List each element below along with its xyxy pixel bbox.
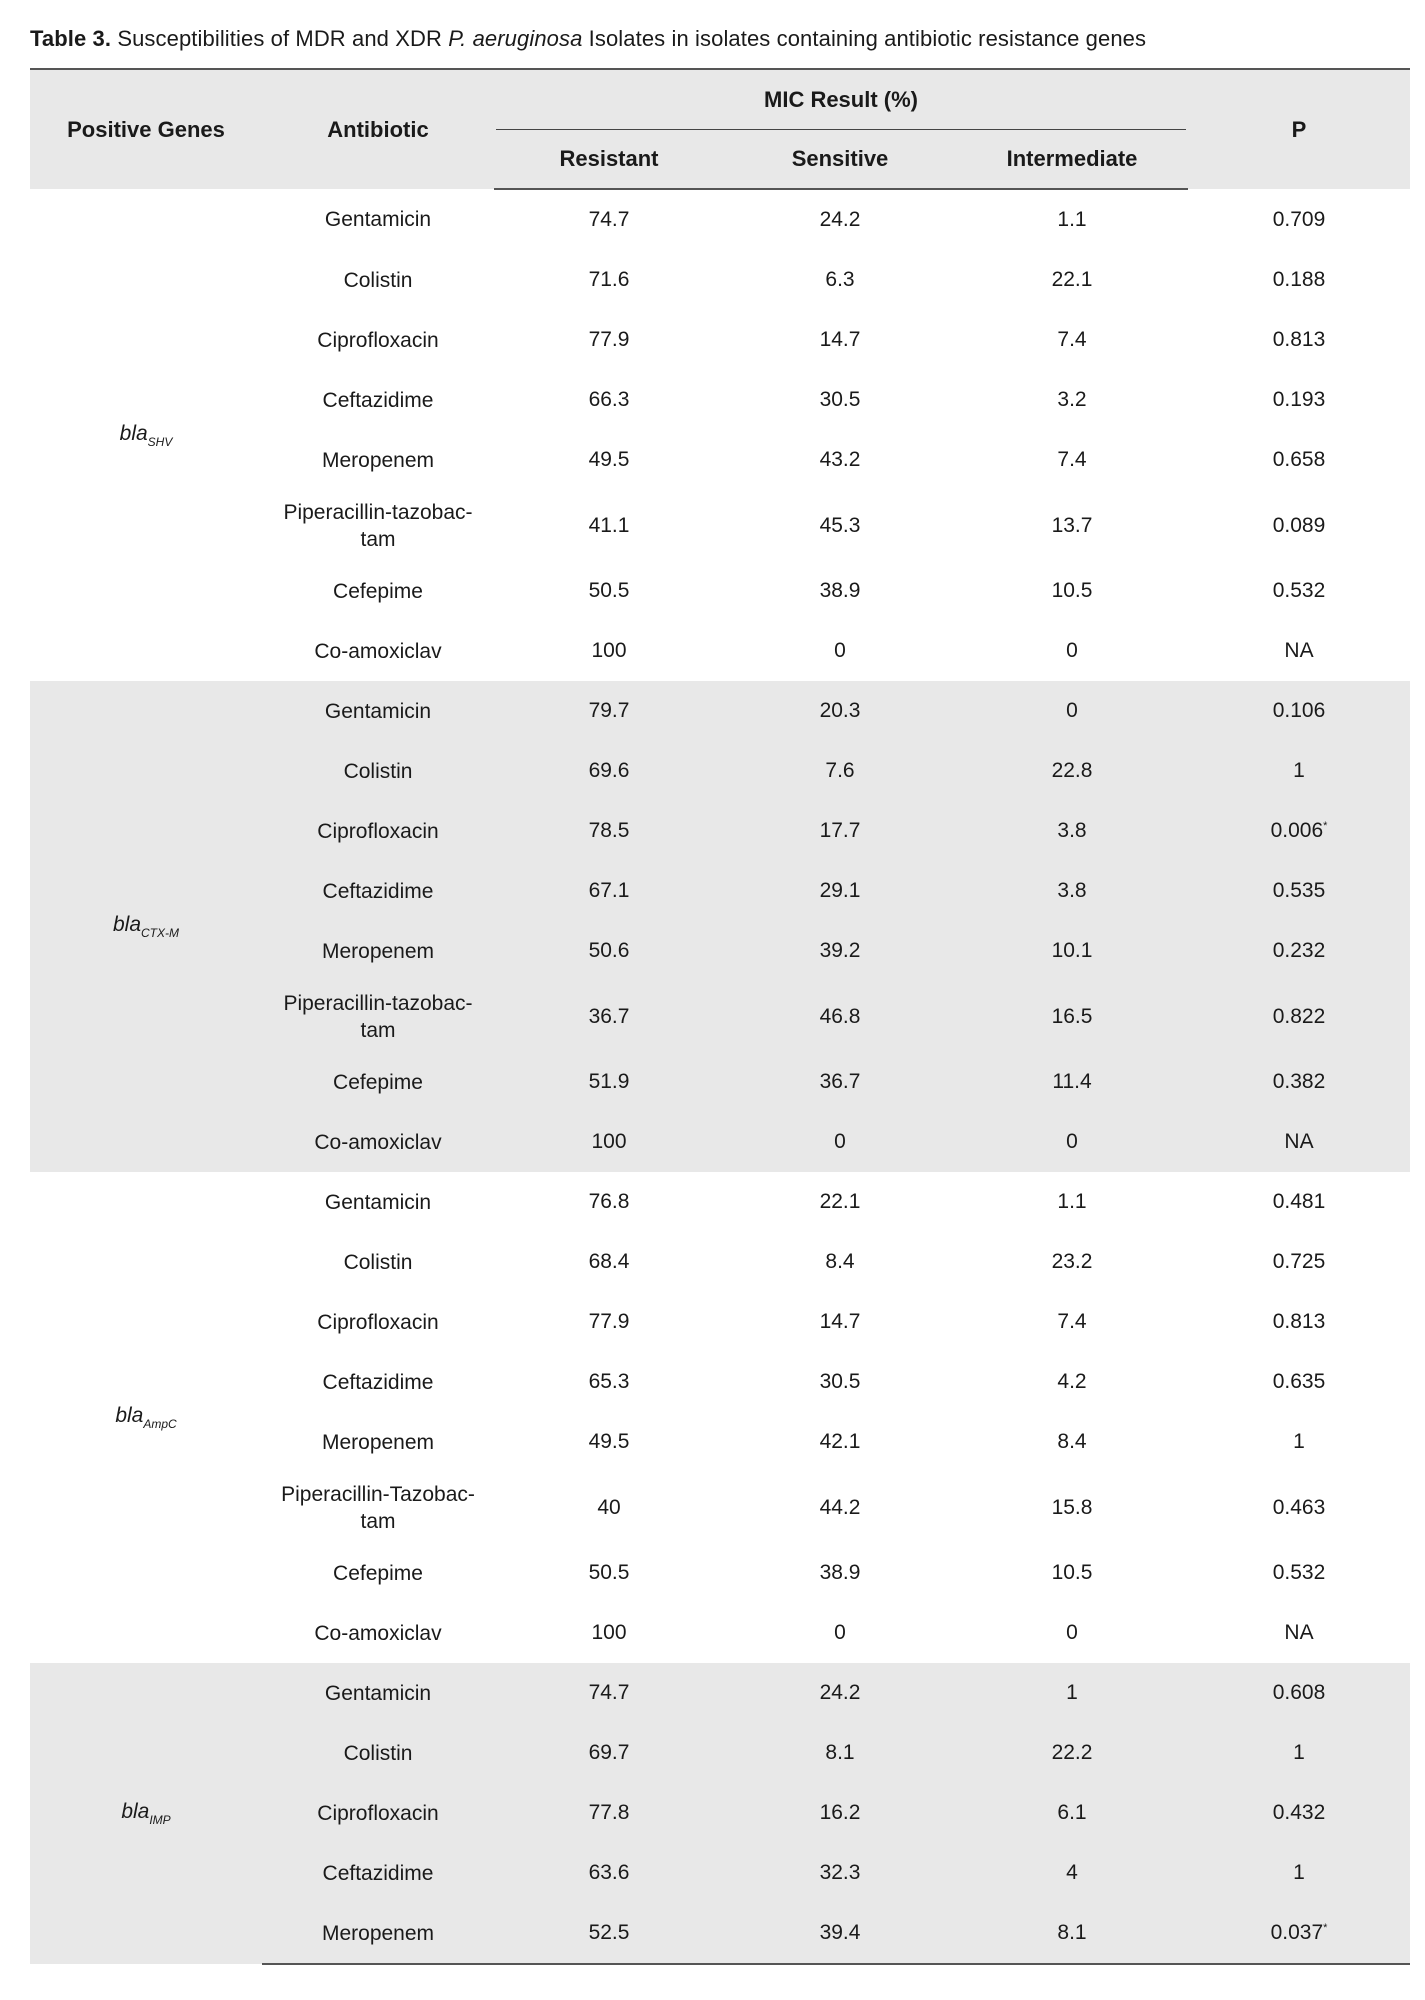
intermediate-value: 4	[956, 1843, 1188, 1903]
p-value-cell	[1188, 801, 1410, 861]
antibiotic-name: Ciprofloxacin	[317, 1801, 439, 1825]
p-value-cell	[1188, 490, 1410, 561]
p-value-cell	[1188, 1543, 1410, 1603]
p-value: 0.608	[1272, 1681, 1326, 1704]
intermediate-value: 8.4	[1057, 1430, 1087, 1453]
resistant-value: 49.5	[588, 448, 630, 471]
p-value-cell	[1188, 250, 1410, 310]
p-value: 1	[1293, 1861, 1305, 1884]
antibiotic-name: Ciprofloxacin	[317, 819, 439, 843]
antibiotic-name: Co-amoxiclav	[314, 1621, 442, 1645]
resistant-value: 78.5	[494, 801, 724, 861]
sensitive-value: 7.6	[724, 741, 956, 801]
intermediate-value: 13.7	[1051, 513, 1093, 537]
intermediate-value: 0	[1066, 639, 1078, 662]
resistant-value: 100	[494, 1112, 724, 1172]
intermediate-value: 11.4	[956, 1052, 1188, 1112]
intermediate-value: 7.4	[1057, 1310, 1087, 1333]
sensitive-value: 42.1	[819, 1430, 861, 1453]
antibiotic-name: Meropenem	[321, 1921, 435, 1945]
resistant-value: 52.5	[494, 1903, 724, 1964]
resistant-value: 79.7	[494, 681, 724, 741]
antibiotic-name: Colistin	[343, 1741, 413, 1765]
p-value-cell	[1188, 1843, 1410, 1903]
sensitive-value: 24.2	[724, 1663, 956, 1723]
sensitive-value: 14.7	[819, 328, 861, 351]
antibiotic-name: Piperacillin-tazobac-	[283, 500, 473, 524]
antibiotic-cell	[262, 741, 494, 801]
sensitive-value: 17.7	[724, 801, 956, 861]
header-mic-result	[494, 69, 1188, 130]
resistant-value: 50.5	[588, 1561, 630, 1584]
p-value-cell	[1188, 430, 1410, 490]
p-value: 0.725	[1272, 1250, 1326, 1273]
intermediate-value: 23.2	[1051, 1250, 1093, 1273]
p-value: 1	[1293, 1430, 1305, 1453]
antibiotic-name: Co-amoxiclav	[314, 1130, 442, 1154]
antibiotic-name: Cefepime	[333, 1070, 423, 1094]
resistant-value: 50.6	[494, 921, 724, 981]
p-value-cell	[1188, 310, 1410, 370]
gene-subscript: IMP	[149, 1813, 171, 1827]
sensitive-value: 44.2	[819, 1495, 861, 1519]
resistant-value: 77.8	[494, 1783, 724, 1843]
sensitive-value: 24.2	[819, 208, 861, 231]
intermediate-value: 15.8	[1051, 1495, 1093, 1519]
p-value: 0.037	[1270, 1921, 1324, 1944]
gene-group	[30, 681, 1410, 1172]
intermediate-value: 7.4	[1057, 328, 1087, 351]
p-value-cell	[1188, 1723, 1410, 1783]
antibiotic-cell	[262, 1292, 494, 1352]
antibiotic-name: Meropenem	[321, 939, 435, 963]
p-value: 0.006	[1270, 819, 1324, 842]
significance-mark: *	[1323, 820, 1328, 832]
p-value-cell	[1188, 1903, 1410, 1964]
mic-group-rule	[496, 129, 1186, 130]
antibiotic-cell	[262, 561, 494, 621]
antibiotic-cell	[262, 1903, 494, 1964]
sensitive-value: 38.9	[819, 1561, 861, 1584]
sensitive-value: 8.4	[825, 1250, 855, 1273]
sensitive-value: 0	[834, 639, 846, 662]
intermediate-value: 22.1	[1051, 268, 1093, 291]
p-value-cell	[1188, 189, 1410, 250]
intermediate-value: 8.1	[956, 1903, 1188, 1964]
antibiotic-cell	[262, 1543, 494, 1603]
p-value-cell	[1188, 681, 1410, 741]
resistant-value: 40	[597, 1495, 621, 1519]
gene-cell	[30, 681, 262, 1172]
sensitive-value: 0	[724, 1112, 956, 1172]
sensitive-value: 14.7	[819, 1310, 861, 1333]
table-header	[30, 69, 1410, 189]
antibiotic-cell	[262, 861, 494, 921]
sensitive-value: 6.3	[825, 268, 855, 291]
p-value-cell	[1188, 621, 1410, 681]
p-value-cell	[1188, 1172, 1410, 1232]
p-value: 0.089	[1272, 513, 1326, 537]
table-row	[30, 681, 1410, 741]
antibiotic-cell	[262, 189, 494, 250]
antibiotic-name: Gentamicin	[324, 699, 432, 723]
sensitive-value: 32.3	[724, 1843, 956, 1903]
p-value: 0.382	[1272, 1070, 1326, 1093]
antibiotic-cell	[262, 981, 494, 1052]
p-value-cell	[1188, 1783, 1410, 1843]
header-p: P	[1188, 69, 1410, 189]
resistant-value: 50.5	[588, 579, 630, 602]
sensitive-value: 36.7	[724, 1052, 956, 1112]
sensitive-value: 20.3	[724, 681, 956, 741]
antibiotic-name-continued: tam	[360, 1018, 396, 1042]
p-value: 0.432	[1272, 1801, 1326, 1824]
table-row	[30, 189, 1410, 250]
p-value-cell	[1188, 1663, 1410, 1723]
antibiotic-name: Ceftazidime	[322, 879, 434, 903]
intermediate-value: 10.1	[956, 921, 1188, 981]
resistant-value: 66.3	[588, 388, 630, 411]
sensitive-value: 22.1	[819, 1190, 861, 1213]
sensitive-value: 0	[834, 1621, 846, 1644]
p-value: NA	[1284, 1621, 1314, 1644]
header-sensitive: Sensitive	[724, 130, 956, 189]
intermediate-value: 1.1	[1057, 1190, 1087, 1213]
antibiotic-name: Ciprofloxacin	[317, 1310, 439, 1334]
susceptibility-table	[30, 68, 1410, 1965]
resistant-value: 71.6	[588, 268, 630, 291]
intermediate-value: 0	[1066, 1621, 1078, 1644]
antibiotic-name: Colistin	[343, 1250, 413, 1274]
p-value-cell	[1188, 1052, 1410, 1112]
p-value: 0.481	[1272, 1190, 1326, 1213]
resistant-value: 36.7	[494, 981, 724, 1052]
table-row	[30, 1172, 1410, 1232]
intermediate-value: 3.8	[956, 861, 1188, 921]
intermediate-value: 0	[956, 1112, 1188, 1172]
significance-mark: *	[1323, 1922, 1328, 1934]
p-value: 0.532	[1272, 579, 1326, 602]
gene-cell	[30, 189, 262, 681]
antibiotic-cell	[262, 370, 494, 430]
antibiotic-name: Co-amoxiclav	[314, 639, 442, 663]
intermediate-value: 1.1	[1057, 208, 1087, 231]
intermediate-value: 3.2	[1057, 388, 1087, 411]
p-value-cell	[1188, 1412, 1410, 1472]
antibiotic-cell	[262, 1783, 494, 1843]
resistant-value: 51.9	[494, 1052, 724, 1112]
antibiotic-cell	[262, 621, 494, 681]
caption-text-after: Isolates in isolates containing antibiotic resistance genes	[582, 26, 1147, 51]
antibiotic-cell	[262, 250, 494, 310]
intermediate-value: 3.8	[956, 801, 1188, 861]
antibiotic-cell	[262, 801, 494, 861]
p-value-cell	[1188, 1292, 1410, 1352]
antibiotic-cell	[262, 1843, 494, 1903]
resistant-value: 74.7	[588, 208, 630, 231]
p-value: 0.193	[1272, 388, 1326, 411]
table-row	[30, 1663, 1410, 1723]
p-value-cell	[1188, 1232, 1410, 1292]
p-value-cell	[1188, 921, 1410, 981]
resistant-value: 76.8	[588, 1190, 630, 1213]
gene-subscript: AmpC	[143, 1417, 177, 1431]
p-value-cell	[1188, 981, 1410, 1052]
p-value: 1	[1293, 1741, 1305, 1764]
antibiotic-cell	[262, 1472, 494, 1543]
p-value-cell	[1188, 1603, 1410, 1663]
antibiotic-name: Cefepime	[333, 579, 423, 603]
gene-group	[30, 1172, 1410, 1663]
antibiotic-cell	[262, 681, 494, 741]
p-value: 0.813	[1272, 1310, 1326, 1333]
antibiotic-name: Colistin	[343, 759, 413, 783]
intermediate-value: 16.5	[956, 981, 1188, 1052]
intermediate-value: 7.4	[1057, 448, 1087, 471]
caption-organism: P. aeruginosa	[448, 26, 583, 51]
intermediate-value: 10.5	[1051, 1561, 1093, 1584]
resistant-value: 77.9	[588, 1310, 630, 1333]
resistant-value: 63.6	[494, 1843, 724, 1903]
gene-name: bla	[112, 913, 142, 936]
intermediate-value: 0	[956, 681, 1188, 741]
antibiotic-cell	[262, 1603, 494, 1663]
p-value-cell	[1188, 1112, 1410, 1172]
table-caption	[30, 26, 1146, 52]
p-value-cell	[1188, 1472, 1410, 1543]
gene-name: bla	[121, 1800, 150, 1823]
header-positive-genes: Positive Genes	[30, 69, 262, 189]
antibiotic-name: Gentamicin	[324, 1190, 432, 1214]
resistant-value: 67.1	[494, 861, 724, 921]
header-intermediate: Intermediate	[956, 130, 1188, 189]
sensitive-value: 29.1	[724, 861, 956, 921]
gene-name: bla	[119, 421, 148, 445]
antibiotic-cell	[262, 1723, 494, 1783]
resistant-value: 69.7	[494, 1723, 724, 1783]
p-value-cell	[1188, 370, 1410, 430]
sensitive-value: 16.2	[724, 1783, 956, 1843]
resistant-value: 41.1	[588, 513, 630, 537]
sensitive-value: 43.2	[819, 448, 861, 471]
antibiotic-name: Gentamicin	[324, 208, 432, 231]
p-value: 0.813	[1272, 328, 1326, 351]
sensitive-value: 38.9	[819, 579, 861, 602]
gene-subscript: CTX-M	[141, 926, 180, 940]
gene-cell	[30, 1663, 262, 1964]
caption-text-before: Susceptibilities of MDR and XDR	[117, 26, 449, 51]
p-value: 0.532	[1272, 1561, 1326, 1584]
antibiotic-cell	[262, 1663, 494, 1723]
antibiotic-cell	[262, 1172, 494, 1232]
antibiotic-name: Ceftazidime	[322, 1370, 434, 1394]
antibiotic-cell	[262, 1112, 494, 1172]
p-value: 0.106	[1272, 699, 1326, 722]
intermediate-value: 4.2	[1057, 1370, 1087, 1393]
p-value-cell	[1188, 561, 1410, 621]
antibiotic-cell	[262, 1352, 494, 1412]
antibiotic-cell	[262, 1412, 494, 1472]
antibiotic-name: Ceftazidime	[322, 388, 434, 412]
resistant-value: 69.6	[494, 741, 724, 801]
gene-name: bla	[115, 1404, 144, 1427]
sensitive-value: 30.5	[819, 388, 861, 411]
p-value-cell	[1188, 861, 1410, 921]
header-resistant: Resistant	[494, 130, 724, 189]
sensitive-value: 39.2	[724, 921, 956, 981]
antibiotic-cell	[262, 490, 494, 561]
p-value: 0.188	[1272, 268, 1326, 291]
p-value: 0.635	[1272, 1370, 1326, 1393]
header-antibiotic: Antibiotic	[262, 69, 494, 189]
p-value: 0.463	[1272, 1495, 1326, 1519]
resistant-value: 49.5	[588, 1430, 630, 1453]
header-mic-result-label: MIC Result (%)	[764, 87, 918, 112]
resistant-value: 65.3	[588, 1370, 630, 1393]
intermediate-value: 6.1	[956, 1783, 1188, 1843]
antibiotic-name: Cefepime	[333, 1561, 423, 1585]
p-value: 0.535	[1272, 879, 1326, 902]
antibiotic-cell	[262, 1232, 494, 1292]
antibiotic-name: Piperacillin-tazobac-	[283, 991, 473, 1015]
antibiotic-cell	[262, 310, 494, 370]
p-value: 0.232	[1272, 939, 1326, 962]
p-value: 0.709	[1272, 207, 1326, 231]
resistant-value: 100	[591, 1621, 627, 1644]
sensitive-value: 46.8	[724, 981, 956, 1052]
gene-cell	[30, 1172, 262, 1663]
sensitive-value: 30.5	[819, 1370, 861, 1393]
antibiotic-cell	[262, 430, 494, 490]
gene-group	[30, 189, 1410, 681]
antibiotic-name: Meropenem	[321, 1430, 435, 1454]
p-value-cell	[1188, 741, 1410, 801]
gene-group	[30, 1663, 1410, 1964]
sensitive-value: 8.1	[724, 1723, 956, 1783]
gene-subscript: SHV	[147, 434, 173, 449]
antibiotic-name: Meropenem	[321, 448, 435, 472]
p-value-cell	[1188, 1352, 1410, 1412]
resistant-value: 77.9	[588, 328, 630, 351]
sensitive-value: 39.4	[724, 1903, 956, 1964]
intermediate-value: 10.5	[1051, 579, 1093, 602]
p-value: 0.658	[1272, 448, 1326, 471]
intermediate-value: 22.2	[956, 1723, 1188, 1783]
resistant-value: 68.4	[588, 1250, 630, 1273]
intermediate-value: 22.8	[956, 741, 1188, 801]
sensitive-value: 45.3	[819, 513, 861, 537]
p-value: NA	[1284, 1130, 1314, 1153]
antibiotic-name: Ceftazidime	[322, 1861, 434, 1885]
antibiotic-name: Piperacillin-Tazobac-	[281, 1482, 475, 1506]
p-value: 0.822	[1272, 1004, 1326, 1028]
caption-label: Table 3.	[30, 26, 112, 51]
resistant-value: 74.7	[494, 1663, 724, 1723]
antibiotic-name: Gentamicin	[324, 1681, 432, 1705]
antibiotic-name: Colistin	[343, 268, 413, 292]
resistant-value: 100	[591, 639, 627, 662]
antibiotic-cell	[262, 1052, 494, 1112]
p-value: NA	[1284, 639, 1314, 662]
antibiotic-name-continued: tam	[360, 527, 396, 551]
intermediate-value: 1	[956, 1663, 1188, 1723]
antibiotic-name: Ciprofloxacin	[317, 328, 439, 352]
antibiotic-name-continued: tam	[360, 1509, 396, 1533]
p-value: 1	[1293, 759, 1305, 782]
antibiotic-cell	[262, 921, 494, 981]
